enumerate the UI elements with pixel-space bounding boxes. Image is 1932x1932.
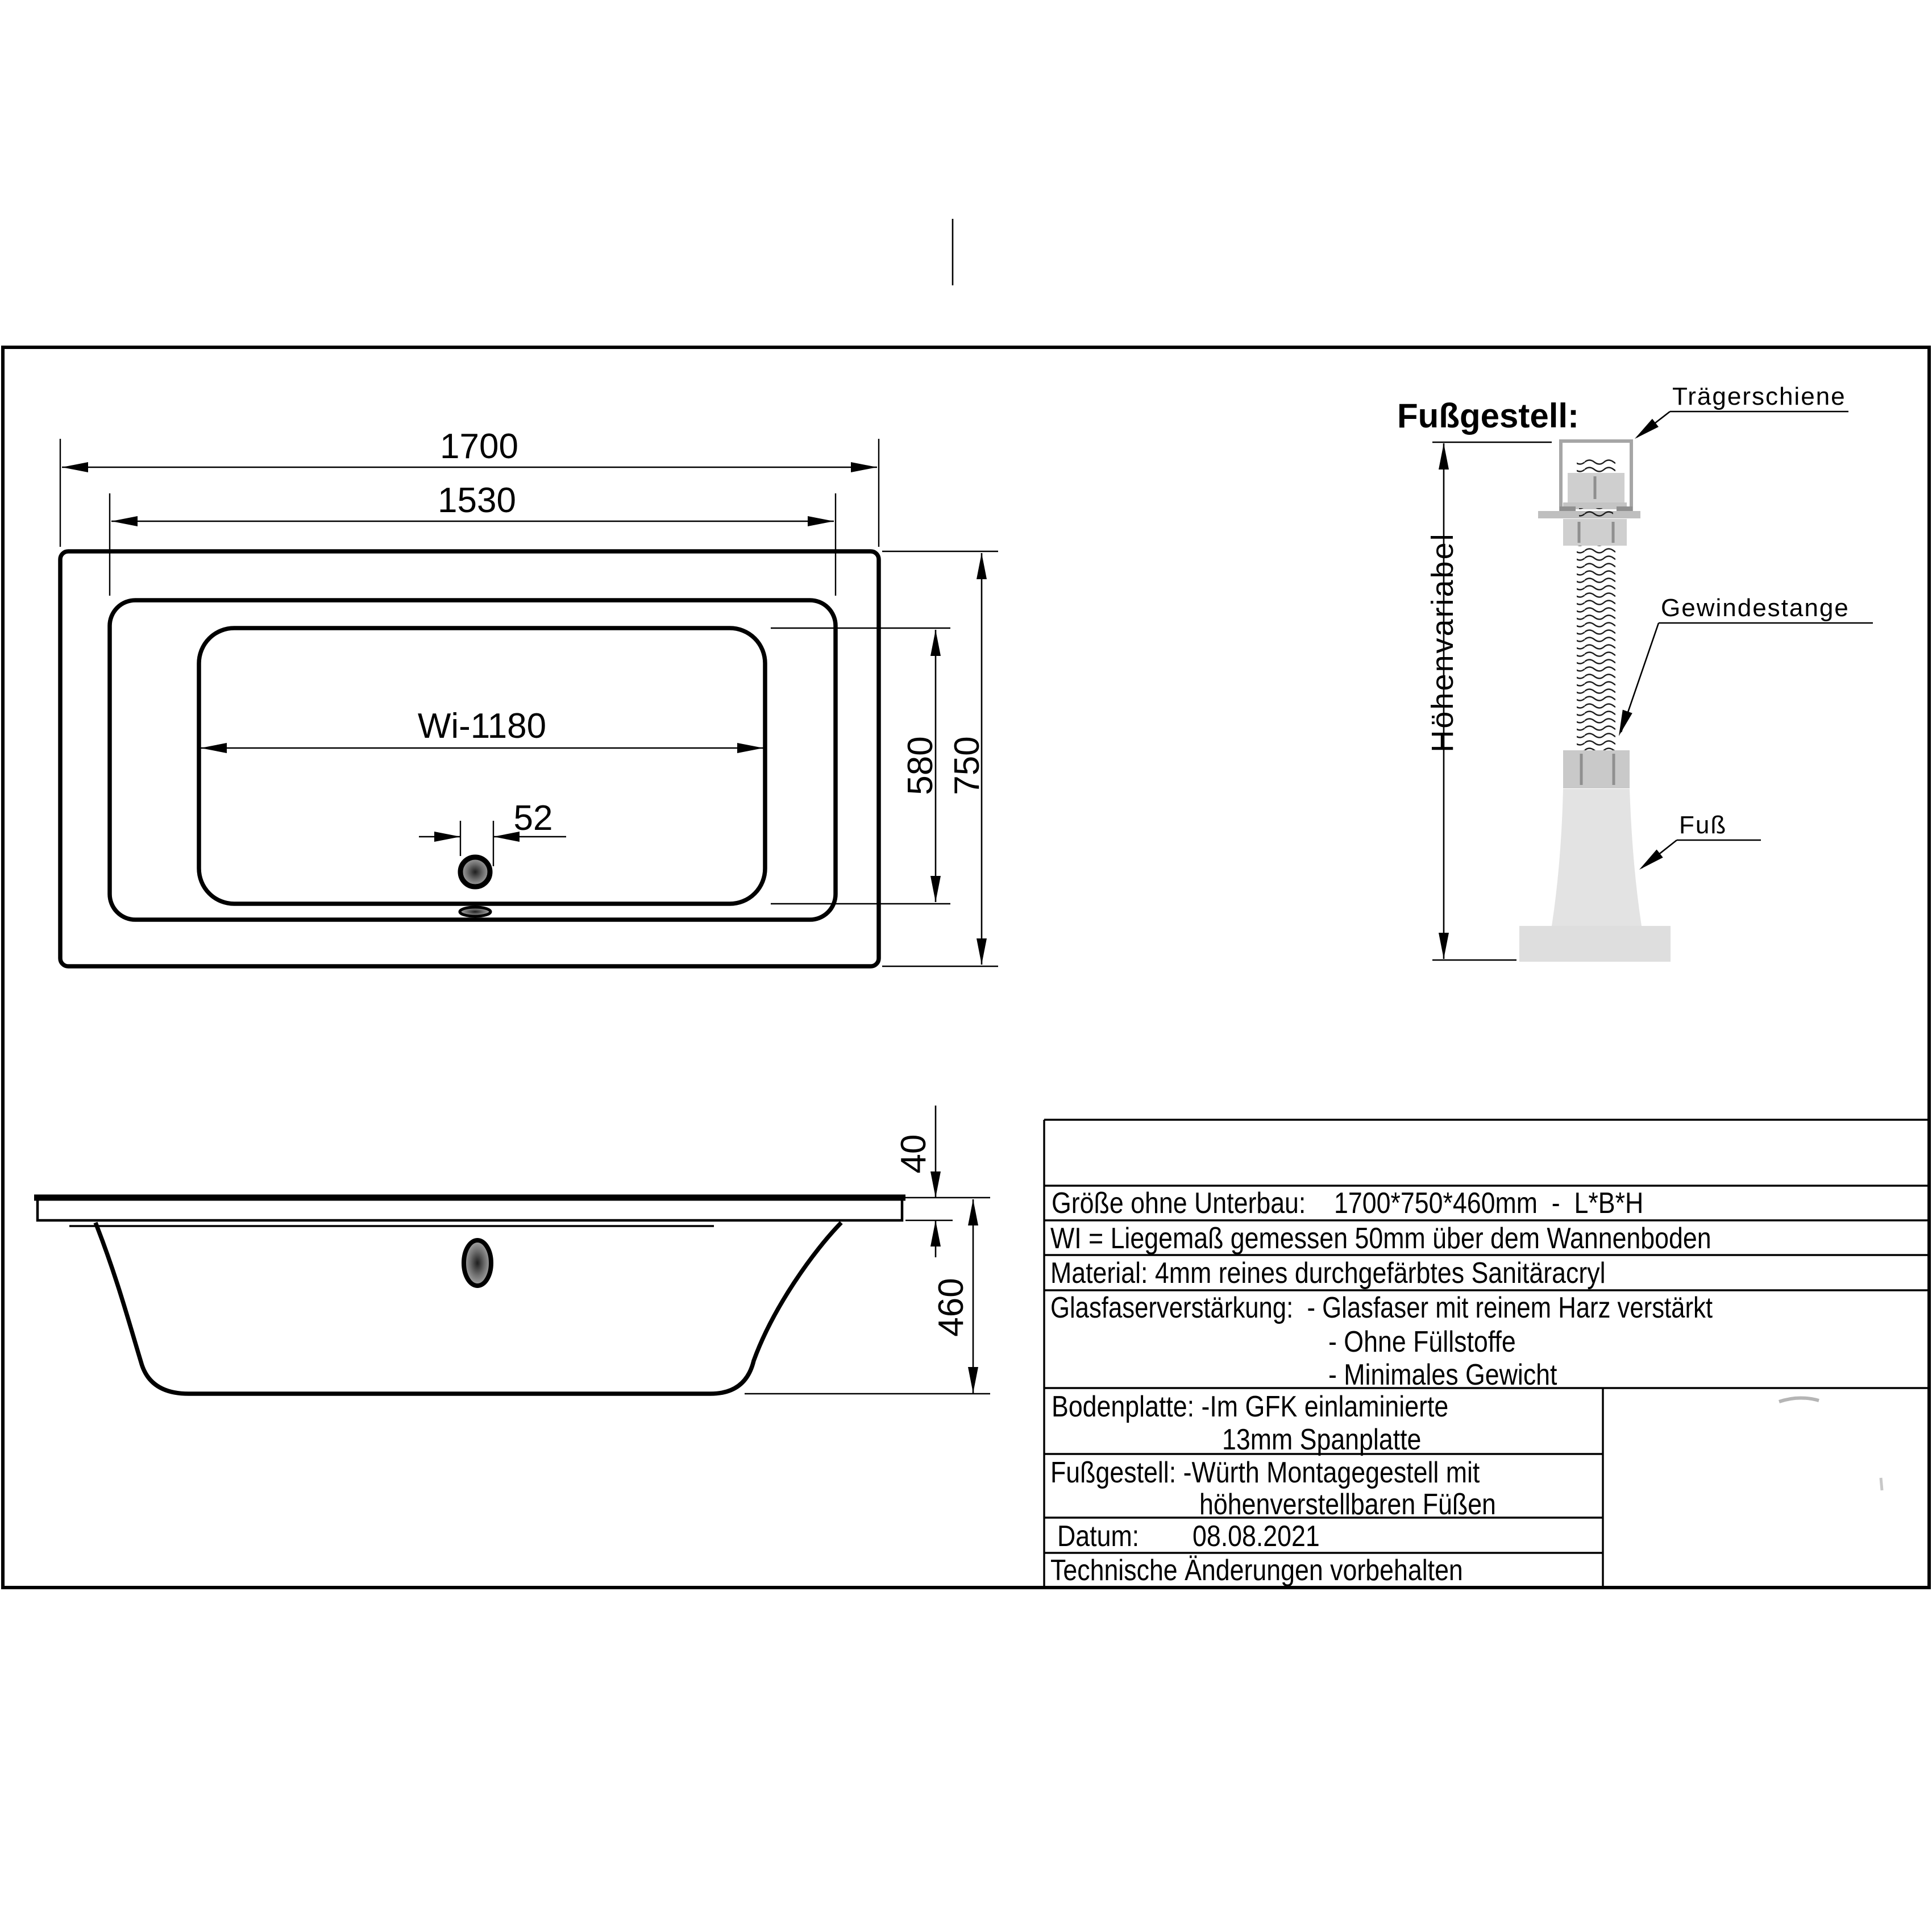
arrowhead <box>1614 710 1632 738</box>
drain-hole <box>460 857 490 887</box>
arrowhead <box>930 876 941 902</box>
label-foot: Fuß <box>1679 811 1727 839</box>
arrowhead <box>1631 419 1658 443</box>
arrowhead <box>434 832 460 842</box>
arrowhead <box>111 516 138 526</box>
arrowhead <box>1439 443 1449 470</box>
nut-middle <box>1563 519 1627 546</box>
dim-text-580: 580 <box>901 736 940 795</box>
arrowhead <box>968 1367 978 1393</box>
arrowhead <box>930 1220 941 1247</box>
rim-flange <box>38 1198 902 1220</box>
top-view <box>60 427 998 966</box>
foot-assembly-title: Fußgestell: <box>1397 397 1580 435</box>
arrowhead <box>62 462 88 472</box>
arrowhead <box>1636 849 1663 874</box>
overflow-slot <box>460 907 491 916</box>
dim-text-wi1180: Wi-1180 <box>417 707 547 746</box>
nut-lower <box>1563 750 1630 788</box>
foot-cone <box>1552 789 1642 926</box>
table-row-baseplate-1: Bodenplatte: -Im GFK einlaminierte <box>1052 1390 1449 1423</box>
table-row-fiber-3: - Minimales Gewicht <box>1328 1358 1557 1391</box>
side-view <box>34 1106 990 1394</box>
dim-text-height-variable: Höhenvariabel <box>1426 532 1460 753</box>
label-threaded-rod: Gewindestange <box>1661 594 1850 622</box>
arrowhead <box>968 1199 978 1225</box>
arrowhead <box>201 743 227 753</box>
table-row-notice: Technische Änderungen vorbehalten <box>1050 1553 1463 1587</box>
table-row-date-value: 08.08.2021 <box>1193 1519 1320 1553</box>
scan-artifact <box>1779 1398 1819 1402</box>
arrowhead <box>1439 933 1449 959</box>
scan-artifact <box>1881 1478 1882 1490</box>
dim-text-1530: 1530 <box>438 481 516 520</box>
arrowhead <box>930 630 941 656</box>
table-row-date-label: Datum: <box>1057 1519 1140 1553</box>
arrowhead <box>930 1171 941 1198</box>
arrowhead <box>851 462 877 472</box>
arrowhead <box>808 516 834 526</box>
dim-text-460: 460 <box>932 1278 971 1337</box>
table-row-wi: WI = Liegemaß gemessen 50mm über dem Wannenboden <box>1050 1221 1711 1255</box>
table-row-size: Größe ohne Unterbau: 1700*750*460mm - L*B*H <box>1052 1186 1644 1220</box>
table-row-footframe-1: Fußgestell: -Würth Montagegestell mit <box>1050 1456 1480 1489</box>
table-row-fiber-1: Glasfaserverstärkung: - Glasfaser mit reinem Harz verstärkt <box>1050 1291 1713 1324</box>
table-row-material: Material: 4mm reines durchgefärbtes Sanitäracryl <box>1050 1256 1606 1290</box>
table-row-baseplate-2: 13mm Spanplatte <box>1222 1423 1422 1456</box>
drain-hole-side <box>464 1240 491 1286</box>
foot-base-plate <box>1519 926 1671 962</box>
foot-assembly <box>1397 383 1873 962</box>
arrowhead <box>737 743 763 753</box>
arrowhead <box>977 938 987 965</box>
arrowhead <box>977 553 987 579</box>
spec-table <box>1044 1120 1929 1588</box>
dim-text-750: 750 <box>948 736 987 795</box>
table-row-fiber-2: - Ohne Füllstoffe <box>1328 1325 1516 1358</box>
threads-behind-flange <box>1579 508 1613 518</box>
threaded-rod <box>1577 546 1615 750</box>
label-carrier-rail: Trägerschiene <box>1672 383 1846 410</box>
dim-text-1700: 1700 <box>440 427 518 466</box>
dim-text-40: 40 <box>894 1134 933 1174</box>
table-row-footframe-2: höhenverstellbaren Füßen <box>1199 1488 1496 1521</box>
dim-text-52: 52 <box>513 799 553 838</box>
